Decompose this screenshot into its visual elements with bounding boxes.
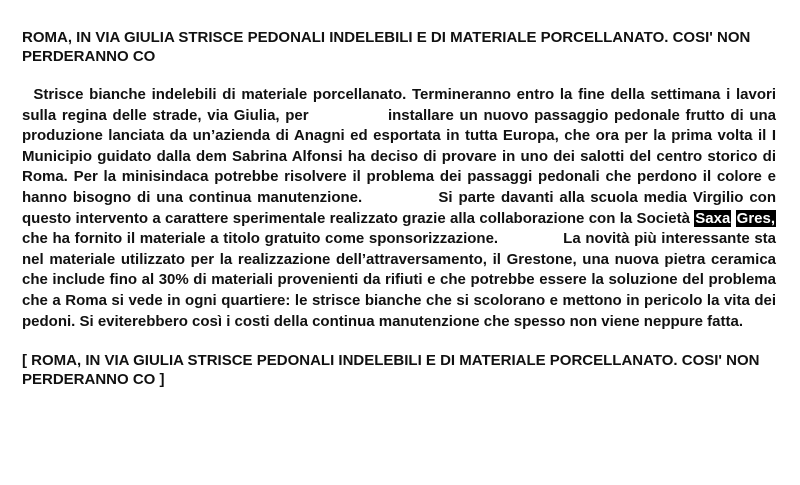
article-body — [22, 85, 776, 332]
body-text-part2: che ha fornito il materiale a titolo gratuito come sponsorizzazione. La novità più interessante sta nel materiale utilizzato per la realizzazione dell’attraversamento, il Grestone, una nuova pietra ceramica che include fino al 30% di materiali provenienti da rifiuti e che potrebbe essere la soluzione del problema che a Roma si vede in ogni quartiere: le strisce bianche che si scolorano e mettono in pericolo la vita dei pedoni. Si eviterebbero così i costi della continua manutenzione che spesso non viene neppure fatta. — [22, 230, 776, 330]
highlighted-term-gres: Gres, — [736, 209, 776, 227]
body-text-space — [731, 210, 735, 227]
article-footer-title: [ ROMA, IN VIA GIULIA STRISCE PEDONALI INDELEBILI E DI MATERIALE PORCELLANATO. COSI' NON PERDERANNO CO ] — [22, 352, 760, 389]
article-document — [22, 28, 776, 389]
body-text-part1: Strisce bianche indelebili di materiale porcellanato. Termineranno entro la fine della settimana i lavori sulla regina delle strade, via Giulia, per installare un nuovo passaggio pedonale frutto di una produzione lanciata da un’azienda di Anagni ed esportata in tutta Europa, che ora per la prima volta il I Municipio guidato dalla dem Sabrina Alfonsi ha deciso di provare in uno dei salotti del centro storico di Roma. Per la minisindaca potrebbe risolvere il problema dei passaggi pedonali che perdono il colore e hanno bisogno di una continua manutenzione. Si parte davanti alla scuola media Virgilio con questo intervento a carattere sperimentale realizzato grazie alla collaborazione con la Società — [22, 86, 776, 227]
highlighted-term-saxa: Saxa — [695, 209, 731, 227]
article-title: ROMA, IN VIA GIULIA STRISCE PEDONALI INDELEBILI E DI MATERIALE PORCELLANATO. COSI' NON PERDERANNO CO — [22, 29, 751, 65]
